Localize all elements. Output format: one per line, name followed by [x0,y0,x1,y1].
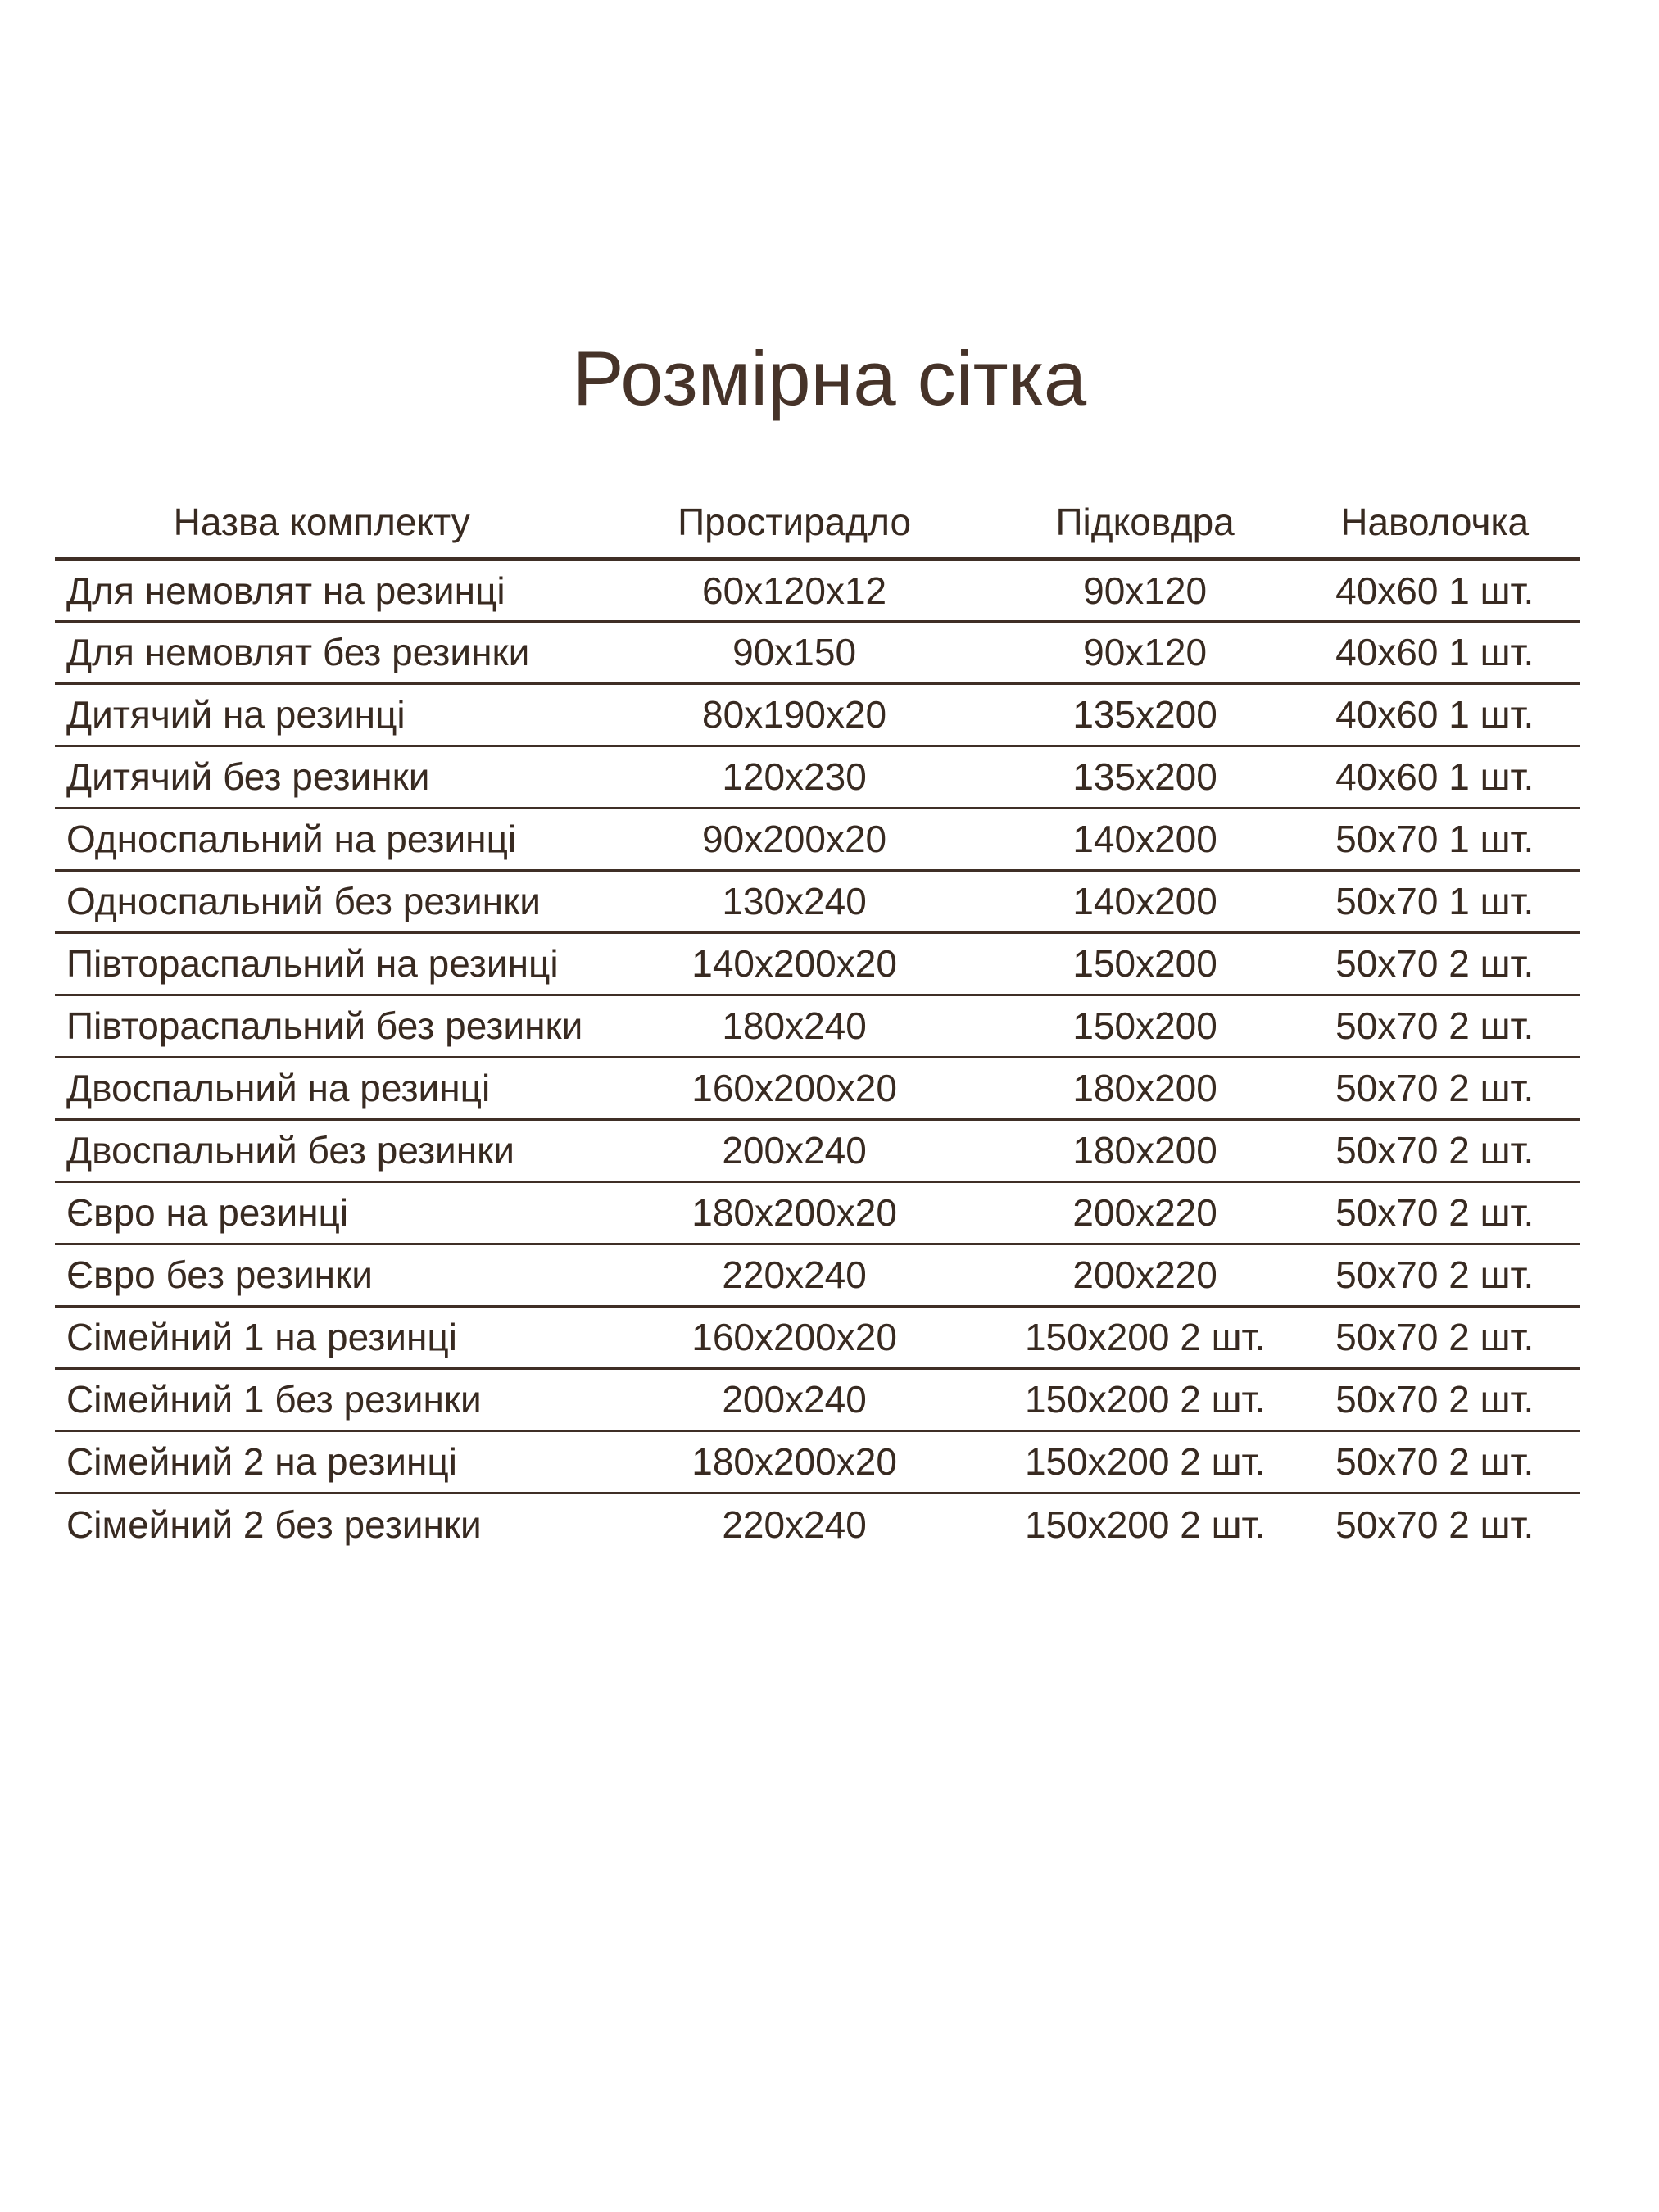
cell-duvet: 150х200 2 шт. [1000,1306,1290,1368]
cell-pillow: 50х70 2 шт. [1290,995,1580,1057]
table-row [55,1306,1580,1368]
cell-duvet: 150х200 2 шт. [1000,1368,1290,1430]
cell-set-name: Євро без резинки [55,1244,588,1306]
cell-duvet: 90х120 [1000,621,1290,683]
cell-sheet: 90х200х20 [588,808,999,870]
cell-sheet: 180х240 [588,995,999,1057]
cell-set-name: Дитячий без резинки [55,746,588,808]
size-table [55,487,1580,1555]
cell-set-name: Сімейний 2 без резинки [66,1503,482,1546]
cell-duvet: 150х200 2 шт. [1024,1503,1266,1546]
cell-set-name: Сімейний 2 на резинці [55,1430,588,1493]
cell-set-name: Односпальний без резинки [55,870,588,932]
cell-sheet: 80х190х20 [588,683,999,746]
cell-pillow: 50х70 2 шт. [1290,1119,1580,1181]
cell-sheet: 140х200х20 [588,932,999,995]
table-row [55,1493,1580,1555]
cell-pillow: 50х70 2 шт. [1335,1503,1534,1546]
cell-duvet: 150х200 2 шт. [1000,1430,1290,1493]
cell-duvet: 150х200 [1000,932,1290,995]
cell-pillow: 50х70 2 шт. [1290,1306,1580,1368]
cell-pillow: 50х70 2 шт. [1290,1057,1580,1119]
cell-set-name: Двоспальний без резинки [55,1119,588,1181]
cell-pillow: 40х60 1 шт. [1290,621,1580,683]
cell-set-name: Двоспальний на резинці [55,1057,588,1119]
cell-pillow: 40х60 1 шт. [1290,559,1580,621]
table-row [55,995,1580,1057]
table-row [55,559,1580,621]
cell-set-name: Півтораспальний без резинки [55,995,588,1057]
cell-duvet: 200х220 [1000,1244,1290,1306]
table-row [55,1181,1580,1244]
table-row [55,746,1580,808]
cell-sheet: 200х240 [588,1368,999,1430]
cell-pillow: 50х70 2 шт. [1290,1368,1580,1430]
cell-duvet: 180х200 [1000,1119,1290,1181]
cell-duvet: 150х200 [1000,995,1290,1057]
cell-set-name: Для немовлят на резинці [55,559,588,621]
table-row [55,1430,1580,1493]
cell-sheet: 60х120х12 [588,559,999,621]
cell-pillow: 50х70 2 шт. [1290,932,1580,995]
cell-set-name: Сімейний 1 на резинці [55,1306,588,1368]
cell-pillow: 50х70 2 шт. [1290,1181,1580,1244]
cell-pillow: 40х60 1 шт. [1290,746,1580,808]
cell-sheet: 220х240 [588,1244,999,1306]
cell-pillow: 40х60 1 шт. [1290,683,1580,746]
cell-duvet: 90х120 [1000,559,1290,621]
cell-sheet: 160х200х20 [588,1306,999,1368]
cell-set-name: Односпальний на резинці [55,808,588,870]
table-row [55,621,1580,683]
table-row [55,683,1580,746]
table-row [55,870,1580,932]
cell-duvet: 140х200 [1000,808,1290,870]
cell-set-name: Сімейний 1 без резинки [55,1368,588,1430]
column-header-set-name: Назва комплекту [55,487,588,559]
table-body [55,559,1580,1555]
column-header-duvet: Підковдра [1000,487,1290,559]
cell-duvet: 180х200 [1000,1057,1290,1119]
cell-sheet: 200х240 [588,1119,999,1181]
column-header-pillow: Наволочка [1290,487,1580,559]
table-row [55,1368,1580,1430]
cell-duvet: 200х220 [1000,1181,1290,1244]
cell-pillow: 50х70 1 шт. [1290,870,1580,932]
cell-pillow: 50х70 2 шт. [1290,1430,1580,1493]
cell-sheet: 180х200х20 [588,1430,999,1493]
table-header-row [55,487,1580,559]
cell-duvet: 140х200 [1000,870,1290,932]
cell-sheet: 130х240 [588,870,999,932]
cell-set-name: Дитячий на резинці [55,683,588,746]
cell-set-name: Євро на резинці [55,1181,588,1244]
cell-set-name: Для немовлят без резинки [55,621,588,683]
cell-sheet: 220х240 [722,1503,867,1546]
table-row [55,932,1580,995]
cell-pillow: 50х70 1 шт. [1290,808,1580,870]
table-row [55,1119,1580,1181]
table-row [55,808,1580,870]
cell-sheet: 160х200х20 [588,1057,999,1119]
cell-pillow: 50х70 2 шт. [1290,1244,1580,1306]
page-title: Розмірна сітка [572,335,1087,421]
table-row [55,1057,1580,1119]
table-row [55,1244,1580,1306]
cell-duvet: 135х200 [1000,746,1290,808]
cell-sheet: 90х150 [588,621,999,683]
cell-sheet: 180х200х20 [588,1181,999,1244]
column-header-sheet: Простирадло [588,487,999,559]
cell-sheet: 120х230 [588,746,999,808]
cell-duvet: 135х200 [1000,683,1290,746]
cell-set-name: Півтораспальний на резинці [55,932,588,995]
